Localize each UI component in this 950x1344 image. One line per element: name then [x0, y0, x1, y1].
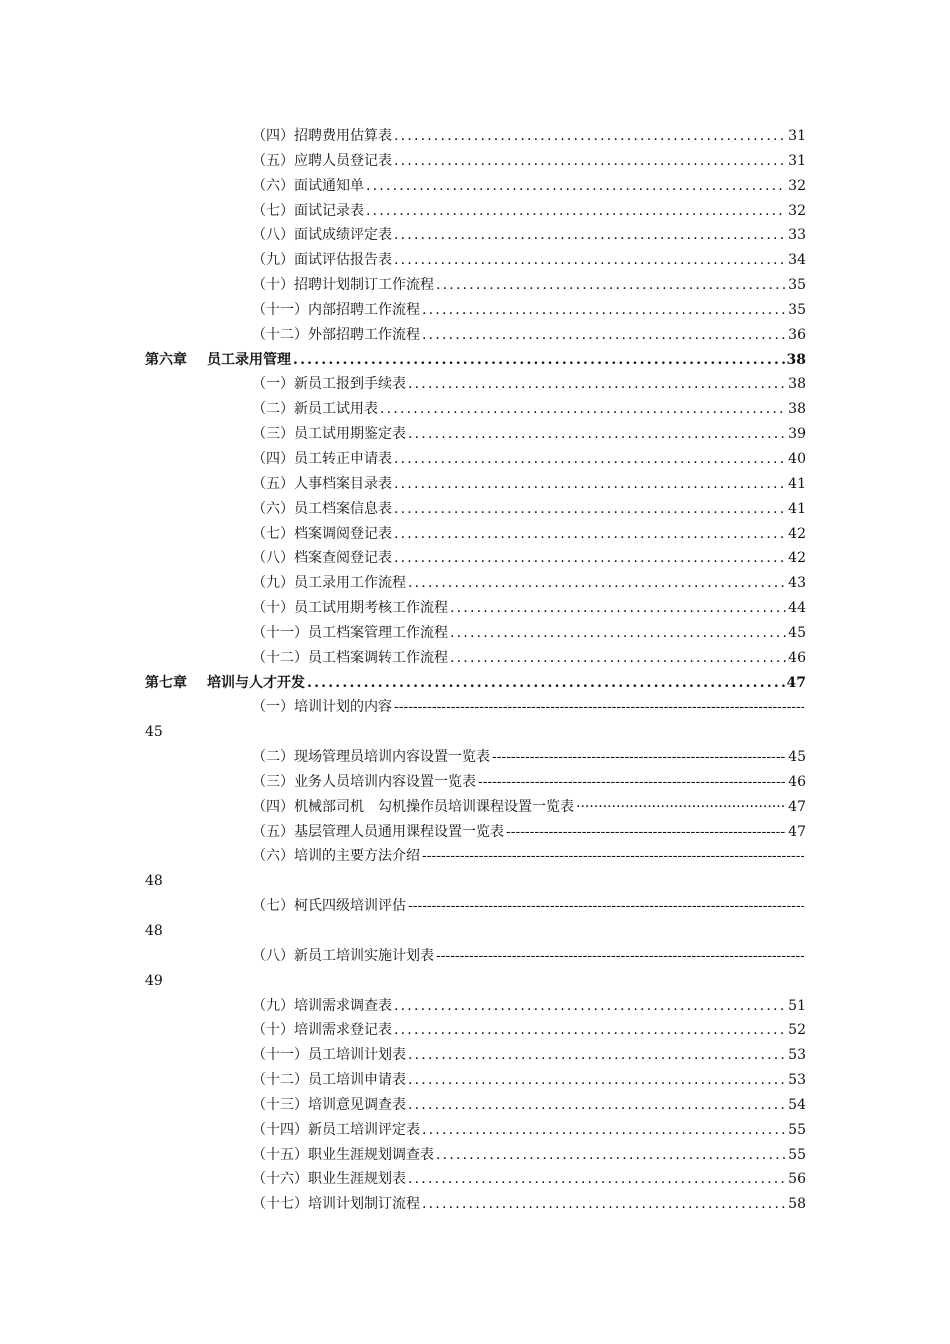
dot-leader	[394, 994, 786, 1019]
dot-leader	[394, 522, 786, 547]
toc-entry-label: （十二）员工培训申请表	[252, 1072, 406, 1089]
toc-entry-label: （六）员工档案信息表	[252, 500, 392, 517]
dot-leader	[366, 199, 786, 224]
dot-leader	[394, 497, 786, 522]
dot-leader	[450, 646, 786, 671]
toc-entry[interactable]	[0, 695, 950, 720]
toc-page-number: 35	[788, 277, 806, 294]
toc-page-number: 58	[788, 1196, 806, 1213]
dot-leader	[380, 397, 786, 422]
table-of-contents	[0, 124, 950, 1217]
toc-entry-page-line	[0, 869, 950, 894]
dot-leader	[408, 422, 786, 447]
toc-page-number: 42	[788, 525, 806, 542]
toc-page-number: 34	[788, 252, 806, 269]
toc-entry-label: （十四）新员工培训评定表	[252, 1121, 420, 1138]
toc-page-number: 48	[145, 923, 163, 939]
toc-page-number: 56	[788, 1171, 806, 1188]
dot-leader	[450, 596, 786, 621]
toc-entry[interactable]	[0, 1192, 950, 1217]
dot-leader	[478, 770, 786, 795]
toc-entry-label: （九）面试评估报告表	[252, 252, 392, 269]
toc-page-number: 45	[145, 724, 163, 741]
toc-entry[interactable]	[0, 174, 950, 199]
toc-entry-label: （六）培训的主要方法介绍	[252, 848, 420, 865]
toc-entry[interactable]	[0, 1018, 950, 1043]
toc-page-number: 53	[788, 1072, 806, 1089]
toc-entry[interactable]	[0, 323, 950, 348]
toc-entry-label: （十一）员工档案管理工作流程	[252, 624, 448, 641]
toc-entry[interactable]	[0, 1118, 950, 1143]
toc-entry[interactable]	[0, 522, 950, 547]
toc-page-number: 47	[788, 798, 806, 815]
toc-page-number: 33	[788, 227, 806, 244]
toc-page-number: 38	[788, 401, 806, 418]
toc-page-number: 47	[786, 674, 806, 691]
toc-entry-label: （五）应聘人员登记表	[252, 152, 392, 169]
toc-entry[interactable]	[0, 820, 950, 845]
toc-entry-label: （一）新员工报到手续表	[252, 376, 406, 393]
dot-leader	[492, 745, 786, 770]
toc-page-number: 32	[788, 177, 806, 194]
toc-page-number: 45	[788, 624, 806, 641]
toc-chapter-entry[interactable]	[0, 348, 950, 373]
toc-entry[interactable]	[0, 596, 950, 621]
toc-entry[interactable]	[0, 497, 950, 522]
toc-entry-label: （十五）职业生涯规划调查表	[252, 1146, 434, 1163]
toc-entry-label: （十二）员工档案调转工作流程	[252, 649, 448, 666]
toc-page-number: 48	[145, 873, 163, 890]
toc-entry[interactable]	[0, 571, 950, 596]
toc-entry[interactable]	[0, 472, 950, 497]
toc-entry-label: （十六）职业生涯规划表	[252, 1171, 406, 1188]
chapter-number: 第七章	[145, 674, 187, 691]
toc-entry[interactable]	[0, 844, 950, 869]
toc-page-number: 42	[788, 550, 806, 567]
toc-entry-label: （十一）内部招聘工作流程	[252, 301, 420, 318]
dot-leader	[394, 223, 786, 248]
toc-entry[interactable]	[0, 447, 950, 472]
chapter-title: 培训与人才开发	[207, 674, 305, 691]
toc-entry-label: （四）员工转正申请表	[252, 450, 392, 467]
toc-page-number: 31	[788, 152, 806, 169]
dot-leader	[394, 695, 804, 720]
toc-page-number: 46	[788, 773, 806, 790]
toc-page-number: 46	[788, 649, 806, 666]
toc-page-number: 47	[788, 823, 806, 840]
toc-entry[interactable]	[0, 422, 950, 447]
dot-leader	[394, 472, 786, 497]
toc-entry-label: （十）培训需求登记表	[252, 1022, 392, 1039]
toc-entry[interactable]	[0, 298, 950, 323]
toc-page-number: 40	[788, 450, 806, 467]
toc-page-number: 53	[788, 1047, 806, 1064]
toc-entry[interactable]	[0, 223, 950, 248]
dot-leader	[408, 1068, 786, 1093]
toc-entry[interactable]	[0, 273, 950, 298]
toc-entry-label: （二）现场管理员培训内容设置一览表	[252, 749, 490, 766]
toc-entry[interactable]	[0, 1043, 950, 1068]
dot-leader	[394, 149, 786, 174]
toc-chapter-entry[interactable]	[0, 671, 950, 696]
toc-entry-label: （七）档案调阅登记表	[252, 525, 392, 542]
toc-page-number: 55	[788, 1121, 806, 1138]
toc-entry-label: （五）人事档案目录表	[252, 475, 392, 492]
dot-leader	[422, 1118, 786, 1143]
toc-entry-label: （十七）培训计划制订流程	[252, 1196, 420, 1213]
toc-page-number: 51	[788, 997, 806, 1014]
dot-leader	[408, 1167, 786, 1192]
toc-page-number: 35	[788, 301, 806, 318]
dot-leader	[450, 621, 786, 646]
toc-entry[interactable]	[0, 770, 950, 795]
toc-entry-label: （三）业务人员培训内容设置一览表	[252, 773, 476, 790]
dot-leader	[436, 1143, 786, 1168]
toc-entry-page-line	[0, 720, 950, 745]
dot-leader	[422, 1192, 786, 1217]
dot-leader	[576, 795, 786, 820]
dot-leader	[394, 1018, 786, 1043]
dot-leader	[408, 894, 804, 919]
toc-entry-label: （十一）员工培训计划表	[252, 1047, 406, 1064]
toc-page-number: 36	[788, 326, 806, 343]
toc-entry[interactable]	[0, 795, 950, 820]
toc-entry[interactable]	[0, 372, 950, 397]
toc-entry-label: （七）柯氏四级培训评估	[252, 898, 406, 915]
dot-leader	[293, 348, 785, 373]
dot-leader	[422, 844, 804, 869]
toc-page-number: 55	[788, 1146, 806, 1163]
toc-entry-label: （二）新员工试用表	[252, 401, 378, 418]
dot-leader	[422, 323, 786, 348]
dot-leader	[394, 447, 786, 472]
toc-entry[interactable]	[0, 124, 950, 149]
toc-page-number: 38	[788, 376, 806, 393]
dot-leader	[408, 1093, 786, 1118]
chapter-title: 员工录用管理	[207, 351, 291, 368]
toc-page-number: 49	[145, 972, 163, 989]
toc-entry[interactable]	[0, 199, 950, 224]
dot-leader	[436, 273, 786, 298]
toc-page-number: 31	[788, 128, 806, 144]
toc-entry-label: （八）新员工培训实施计划表	[252, 947, 434, 964]
dot-leader	[408, 1043, 786, 1068]
toc-entry-label: （五）基层管理人员通用课程设置一览表	[252, 823, 504, 840]
toc-entry[interactable]	[0, 894, 950, 919]
toc-entry-label: （九）培训需求调查表	[252, 997, 392, 1014]
toc-page-number: 38	[786, 351, 806, 368]
toc-entry[interactable]	[0, 1167, 950, 1192]
toc-page-number: 52	[788, 1022, 806, 1039]
toc-entry[interactable]	[0, 621, 950, 646]
toc-entry[interactable]	[0, 944, 950, 969]
toc-page-number: 44	[788, 600, 806, 617]
toc-entry[interactable]	[0, 248, 950, 273]
toc-page-number: 43	[788, 575, 806, 592]
dot-leader	[436, 944, 804, 969]
toc-entry[interactable]	[0, 646, 950, 671]
dot-leader	[422, 298, 786, 323]
dot-leader	[408, 571, 786, 596]
dot-leader	[394, 248, 786, 273]
toc-entry-page-line	[0, 919, 950, 944]
toc-page-number: 39	[788, 426, 806, 443]
toc-entry-label: （九）员工录用工作流程	[252, 575, 406, 592]
toc-page-number: 41	[788, 500, 806, 517]
toc-entry-label: （三）员工试用期鉴定表	[252, 426, 406, 443]
toc-entry[interactable]	[0, 149, 950, 174]
toc-entry-label: （十）招聘计划制订工作流程	[252, 277, 434, 294]
toc-page-number: 32	[788, 202, 806, 219]
dot-leader	[506, 820, 786, 845]
toc-entry-label: （四）机械部司机 勾机操作员培训课程设置一览表	[252, 798, 574, 815]
toc-page-number: 45	[788, 749, 806, 766]
toc-entry-label: （六）面试通知单	[252, 177, 364, 194]
toc-entry-label: （十）员工试用期考核工作流程	[252, 600, 448, 617]
dot-leader	[307, 671, 785, 696]
toc-page-number: 54	[788, 1096, 806, 1113]
toc-entry[interactable]	[0, 994, 950, 1019]
toc-page-number: 41	[788, 475, 806, 492]
dot-leader	[394, 124, 786, 149]
toc-entry[interactable]	[0, 1068, 950, 1093]
toc-entry-label: （四）招聘费用估算表	[252, 128, 392, 144]
toc-entry[interactable]	[0, 397, 950, 422]
toc-entry[interactable]	[0, 745, 950, 770]
toc-entry-label: （十三）培训意见调查表	[252, 1096, 406, 1113]
toc-entry[interactable]	[0, 546, 950, 571]
dot-leader	[394, 546, 786, 571]
chapter-number: 第六章	[145, 351, 187, 368]
toc-entry-label: （八）面试成绩评定表	[252, 227, 392, 244]
toc-entry-label: （一）培训计划的内容	[252, 699, 392, 716]
dot-leader	[408, 372, 786, 397]
dot-leader	[366, 174, 786, 199]
toc-entry-label: （七）面试记录表	[252, 202, 364, 219]
toc-entry[interactable]	[0, 1093, 950, 1118]
toc-entry-label: （十二）外部招聘工作流程	[252, 326, 420, 343]
toc-entry-label: （八）档案查阅登记表	[252, 550, 392, 567]
toc-entry[interactable]	[0, 1143, 950, 1168]
toc-entry-page-line	[0, 969, 950, 994]
